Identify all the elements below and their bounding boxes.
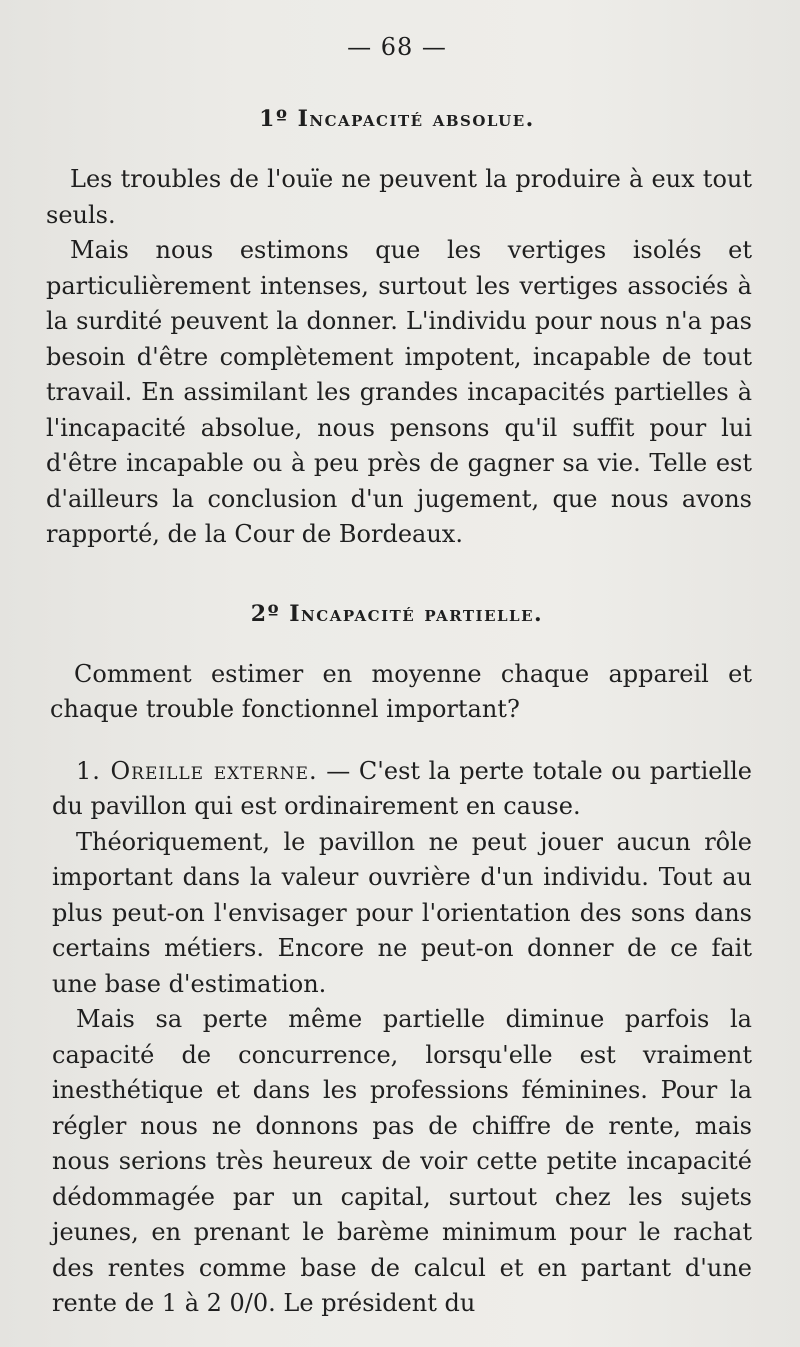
- paragraph: Comment estimer en moyenne chaque appareil et chaque trouble fonctionnel important?: [50, 659, 752, 723]
- subsection-paragraph: [52, 754, 752, 825]
- section-heading-absolute: 1º Incapacité absolue.: [259, 106, 535, 132]
- paragraph: Les troubles de l'ouïe ne peuvent la produire à eux tout seuls.: [46, 165, 752, 229]
- subsection-text: — C'est la perte totale ou partielle du pavillon qui est ordinairement en cause.: [52, 756, 753, 820]
- subsection-label: 1. Oreille externe.: [76, 756, 318, 785]
- paragraph: Mais sa perte même partielle diminue parfois la capacité de concurrence, lorsqu'elle est vraiment inesthétique et dans les professions féminines. Pour la régler nous ne donnons pas de chiffre de rente, mais nous serions très heureux de voir cette petite incapacité dédommagée par un capital, surtout chez les sujets jeunes, en prenant le barème minimum pour le rachat des rentes comme base de calcul et en partant d'une rente de 1 à 2 0/0. Le président du: [52, 1005, 752, 1317]
- section-partial-body: [42, 754, 752, 1322]
- section-partial-intro: [42, 657, 752, 728]
- section-heading-partial: 2º Incapacité partielle.: [250, 600, 544, 627]
- paragraph: Mais nous estimons que les vertiges isolés et particulièrement intenses, surtout les vertiges associés à la surdité peuvent la donner. L'individu pour nous n'a pas besoin d'être complètement impotent, incapable de tout travail. En assimilant les grandes incapacités partielles à l'incapacité absolue, nous pensons qu'il suffit pour lui d'être incapable ou à peu près de gagner sa vie. Telle est d'ailleurs la conclusion d'un jugement, que nous avons rapporté, de la Cour de Bordeaux.: [46, 236, 752, 548]
- section-absolute-body: [42, 162, 752, 553]
- page-number: — 68 —: [347, 33, 447, 61]
- paragraph: Théoriquement, le pavillon ne peut jouer aucun rôle important dans la valeur ouvrière d'un individu. Tout au plus peut-on l'envisager pour l'orientation des sons dans certains métiers. Encore ne peut-on donner de ce fait une base d'estimation.: [52, 827, 752, 998]
